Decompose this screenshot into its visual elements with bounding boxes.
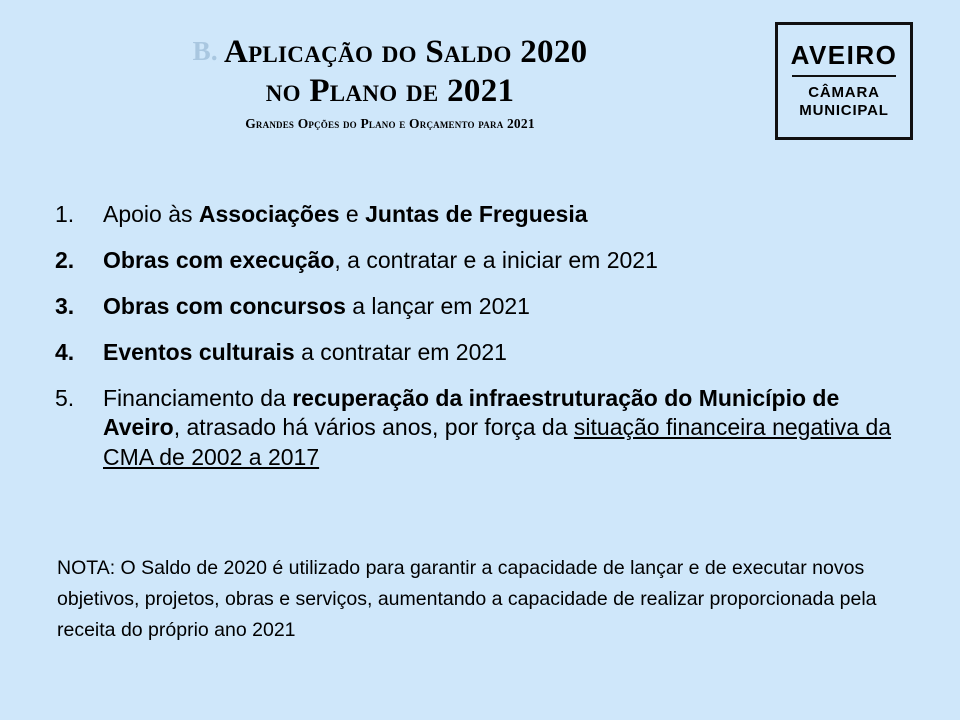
title-line-2-year: 2021	[447, 72, 515, 109]
title-line-1	[60, 34, 720, 71]
list-item-text: Eventos culturais a contratar em 2021	[103, 338, 507, 365]
slide-header	[0, 18, 960, 168]
list-item-number: 5.	[55, 384, 75, 411]
list-item	[55, 338, 915, 368]
list-item-number: 2.	[55, 246, 75, 273]
list-item-text: Apoio às Associações e Juntas de Freguesia	[103, 201, 588, 227]
list-item-number: 1.	[55, 201, 75, 227]
section-letter: B.	[192, 36, 218, 66]
logo-subtitle-line-2: MUNICIPAL	[799, 102, 889, 119]
title-line-1-year: 2020	[520, 34, 588, 70]
title-line-1-text: Aplicação do Saldo	[223, 34, 512, 70]
logo-subtitle-line-1: CÂMARA	[808, 84, 880, 102]
list-item-number: 3.	[55, 292, 75, 319]
title-line-2-text: no Plano de	[265, 72, 439, 109]
note-text: NOTA: O Saldo de 2020 é utilizado para garantir a capacidade de lançar e de executar novos objetivos, projetos, obras e serviços, aumentando a capacidade de realizar proporcionada pela receita do próprio ano 2021	[57, 557, 877, 641]
logo-wordmark: AVEIRO	[790, 40, 898, 71]
page-title	[60, 34, 720, 131]
numbered-list	[55, 200, 915, 489]
list-item	[55, 384, 915, 474]
list-item-text: Obras com execução, a contratar e a iniciar em 2021	[103, 246, 658, 273]
list-item-text: Financiamento da recuperação da infraestruturação do Município de Aveiro, atrasado há vários anos, por força da situação financeira negativa da CMA de 2002 a 2017	[103, 384, 892, 471]
list-item	[55, 246, 915, 276]
aveiro-logo	[775, 22, 913, 140]
list-item	[55, 200, 915, 230]
title-line-2	[60, 73, 720, 110]
logo-divider	[792, 75, 896, 77]
list-item-number: 4.	[55, 338, 75, 365]
list-item-text: Obras com concursos a lançar em 2021	[103, 292, 530, 319]
page-subtitle: Grandes Opções do Plano e Orçamento para 2021	[245, 115, 535, 131]
list-item	[55, 292, 915, 322]
logo-subtitle	[799, 84, 888, 119]
